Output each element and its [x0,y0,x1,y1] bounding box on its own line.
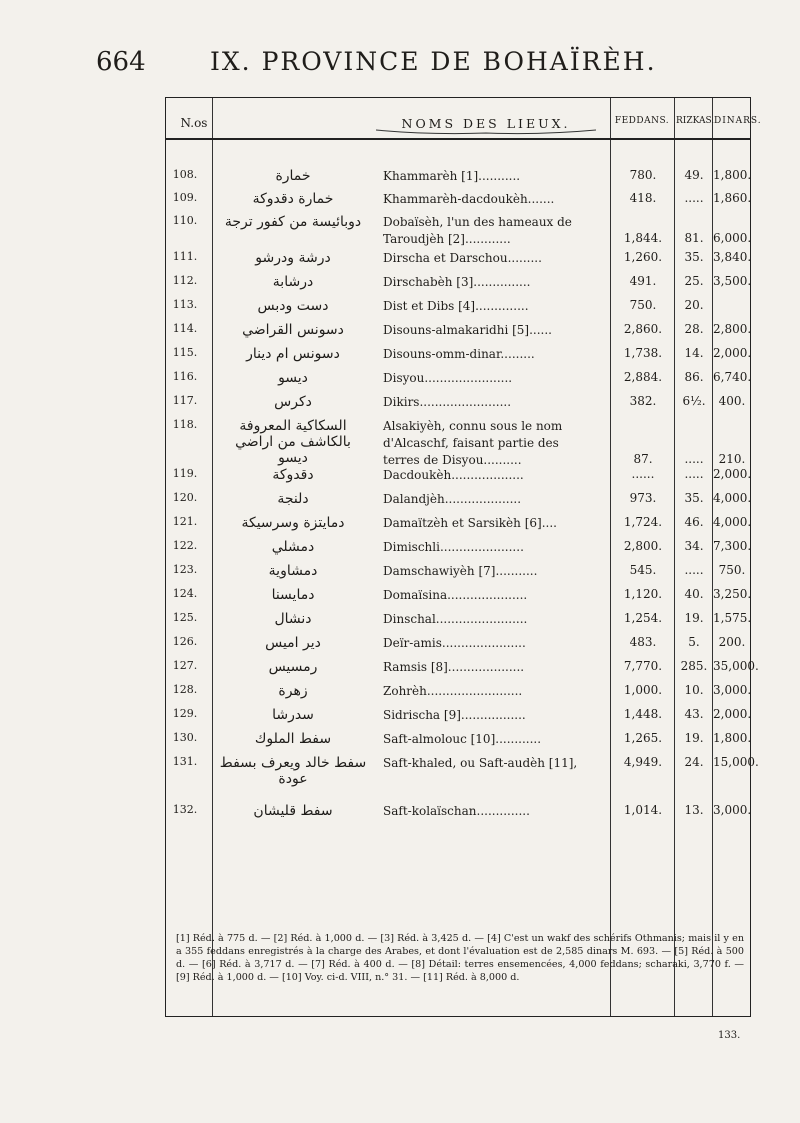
place-name: Deïr-amis...................... [383,636,526,650]
feddans-value: 2,860. [623,322,663,336]
row-number: 125. [172,611,198,624]
column-divider [212,98,213,1016]
place-name: Sidrischa [9]................. [383,708,526,722]
rizkas-value: 46. [684,515,704,529]
row-number: 131. [172,755,198,768]
dinars-value: 6,740. [713,370,752,384]
dinars-value: 3,000. [713,803,752,817]
header-dinars: DINARS. [714,116,762,126]
header-rizkas: RIZKAS. [676,116,715,126]
arabic-name: سدرشا [272,707,314,723]
arabic-name: سفط خالد ويعرف بسفط عودة [219,755,367,787]
rizkas-value: 28. [684,322,704,336]
place-name: Dirscha et Darschou......... [383,251,542,265]
feddans-value: 87. [633,452,653,466]
dinars-value: 4,000. [713,515,752,529]
arabic-name: خمارة دقدوكة [252,191,334,207]
place-name: Dimischli...................... [383,540,524,554]
row-number: 129. [172,707,198,720]
feddans-value: 382. [629,394,657,408]
signature-mark: 133. [718,1030,741,1041]
column-divider [610,98,611,1016]
row-number: 114. [172,322,198,335]
place-name: Disouns-omm-dinar......... [383,347,535,361]
feddans-value: 1,448. [623,707,663,721]
dinars-value: 200. [718,635,746,649]
row-number: 108. [172,168,198,181]
row-number: 130. [172,731,198,744]
arabic-name: رمسيس [268,659,318,675]
row-number: 126. [172,635,198,648]
arabic-name: دسونس القراضي [242,322,344,338]
place-name: Khammarèh [1]........... [383,169,521,183]
arabic-name: درشة ودرشو [255,250,331,266]
arabic-name: ديسو [278,370,308,386]
rizkas-value: 10. [684,683,704,697]
feddans-value: ...... [631,467,655,481]
dinars-value: 3,840. [713,250,752,264]
place-name: Damaïtzèh et Sarsikèh [6].... [383,516,557,530]
place-name: Alsakiyèh, connu sous le nom d'Alcaschf, faisant partie des terres de Disyou.......... [383,419,563,467]
table-frame [165,97,762,1017]
arabic-name: دنشال [274,611,312,627]
row-number: 113. [172,298,198,311]
arabic-name: دسونس ام دينار [246,346,340,362]
arabic-name: دست ودبس [257,298,329,314]
header-num: N.os [180,116,208,130]
feddans-value: 1,000. [623,683,663,697]
place-name: Zohrèh......................... [383,684,523,698]
dinars-value: 3,000. [713,683,752,697]
dinars-value: 750. [718,563,746,577]
place-name: Dikirs........................ [383,395,512,409]
arabic-name: دقدوكة [272,467,314,483]
arabic-name: السكاكية المعروفة بالكاشف من اراضي ديسو [235,418,351,466]
dinars-value: 35,000. [713,659,759,673]
rizkas-value: 6½. [682,394,706,408]
arabic-name: دمشلي [271,539,315,555]
column-divider [674,98,675,1016]
rizkas-value: 5. [688,635,700,649]
place-name: Saft-almolouc [10]............ [383,732,542,746]
rizkas-value: 285. [680,659,708,673]
arabic-name: دمايسنا [271,587,315,603]
dinars-value: 2,000. [713,467,752,481]
dinars-value: 1,800. [713,168,752,182]
feddans-value: 1,014. [623,803,663,817]
rizkas-value: 43. [684,707,704,721]
feddans-value: 545. [629,563,657,577]
header-rule [166,138,750,140]
place-name: Dalandjèh.................... [383,492,522,506]
row-number: 123. [172,563,198,576]
header-noms: NOMS DES LIEUX. [401,116,571,131]
row-number: 132. [172,803,198,816]
rizkas-value: ..... [684,191,704,205]
dinars-value: 400. [718,394,746,408]
rizkas-value: ..... [684,452,704,466]
row-number: 116. [172,370,198,383]
rizkas-value: 14. [684,346,704,360]
dinars-value: 1,575. [713,611,752,625]
dinars-value: 1,800. [713,731,752,745]
arabic-name: سفط قليشان [253,803,333,819]
rizkas-value: 81. [684,231,704,245]
row-number: 119. [172,467,198,480]
feddans-value: 4,949. [623,755,663,769]
row-number: 112. [172,274,198,287]
arabic-name: دلنجة [277,491,309,507]
dinars-value: 7,300. [713,539,752,553]
feddans-value: 780. [629,168,657,182]
feddans-value: 1,844. [623,231,663,245]
row-number: 124. [172,587,198,600]
rizkas-value: 24. [684,755,704,769]
row-number: 128. [172,683,198,696]
rizkas-value: ..... [684,563,704,577]
feddans-value: 1,724. [623,515,663,529]
arabic-name: دكرس [274,394,312,410]
row-number: 120. [172,491,198,504]
rizkas-value: 86. [684,370,704,384]
rizkas-value: 49. [684,168,704,182]
feddans-value: 7,770. [623,659,663,673]
row-number: 127. [172,659,198,672]
place-name: Disouns-almakaridhi [5]...... [383,323,552,337]
row-number: 122. [172,539,198,552]
feddans-value: 1,120. [623,587,663,601]
place-name: Dacdoukèh................... [383,468,524,482]
dinars-value: 3,250. [713,587,752,601]
dinars-value: 210. [718,452,746,466]
feddans-value: 1,260. [623,250,663,264]
arabic-name: درشابة [272,274,314,290]
dinars-value: 2,000. [713,346,752,360]
rizkas-value: 34. [684,539,704,553]
rizkas-value: 40. [684,587,704,601]
feddans-value: 483. [629,635,657,649]
dinars-value: 2,000. [713,707,752,721]
header-feddans: FEDDANS. [614,116,670,126]
arabic-name: دمايتزة وسرسيكة [241,515,345,531]
rizkas-value: 25. [684,274,704,288]
feddans-value: 1,738. [623,346,663,360]
dinars-value: 4,000. [713,491,752,505]
feddans-value: 2,884. [623,370,663,384]
place-name: Disyou....................... [383,371,513,385]
feddans-value: 1,265. [623,731,663,745]
dinars-value: 15,000. [713,755,759,769]
row-number: 118. [172,418,198,431]
arabic-name: سفط الملوك [254,731,332,747]
place-name: Dist et Dibs [4].............. [383,299,529,313]
place-name: Dirschabèh [3]............... [383,275,531,289]
rizkas-value: 35. [684,250,704,264]
place-name: Saft-kolaïschan.............. [383,804,530,818]
running-head: IX. PROVINCE DE BOHAÏRÈH. [210,47,657,76]
row-number: 117. [172,394,198,407]
rizkas-value: 19. [684,611,704,625]
place-name: Khammarèh-dacdoukèh....... [383,192,555,206]
feddans-value: 973. [629,491,657,505]
rizkas-value: 19. [684,731,704,745]
rizkas-value: ..... [684,467,704,481]
arabic-name: دير اميس [265,635,321,651]
arabic-name: دوبائيسة من كفور ترجة [224,214,362,230]
place-name: Domaïsina..................... [383,588,528,602]
feddans-value: 2,800. [623,539,663,553]
dinars-value: 1,860. [713,191,752,205]
arabic-name: خمارة [275,168,311,184]
place-name: Ramsis [8].................... [383,660,525,674]
page-number: 664 [96,47,146,77]
place-name: Saft-khaled, ou Saft-audèh [11], [383,756,578,770]
row-number: 115. [172,346,198,359]
footnotes: [1] Réd. à 775 d. — [2] Réd. à 1,000 d. — [3] Réd. à 3,425 d. — [4] C'est un wakf des schérifs Othmanis; mais il y en a 355 feddans enregistrés à la charge des Arabes, et dont l'évaluation est de 2,585 dinars M. 693. — [5] Réd. à 500 d. — [6] Réd. à 3,717 d. — [7] Réd. à 400 d. — [8] Détail: terres ensemencées, 4,000 feddans; scharaki, 3,770 f. — [9] Réd. à 1,000 d. — [10] Voy. ci-d. VIII, n.° 31. — [11] Réd. à 8,000 d. [176,933,744,983]
rizkas-value: 20. [684,298,704,312]
feddans-value: 1,254. [623,611,663,625]
place-name: Dobaïsèh, l'un des hameaux de Taroudjèh [2]............ [383,215,572,246]
rizkas-value: 13. [684,803,704,817]
dinars-value: 6,000. [713,231,752,245]
arabic-name: زهرة [278,683,308,699]
dinars-value: 2,800. [713,322,752,336]
rizkas-value: 35. [684,491,704,505]
feddans-value: 418. [629,191,657,205]
row-number: 109. [172,191,198,204]
row-number: 111. [172,250,198,263]
feddans-value: 491. [629,274,657,288]
brace-ornament [376,129,596,135]
row-number: 121. [172,515,198,528]
arabic-name: دمشاوية [268,563,318,579]
dinars-value: 3,500. [713,274,752,288]
place-name: Dinschal........................ [383,612,528,626]
feddans-value: 750. [629,298,657,312]
row-number: 110. [172,214,198,227]
place-name: Damschawiyèh [7]........... [383,564,538,578]
